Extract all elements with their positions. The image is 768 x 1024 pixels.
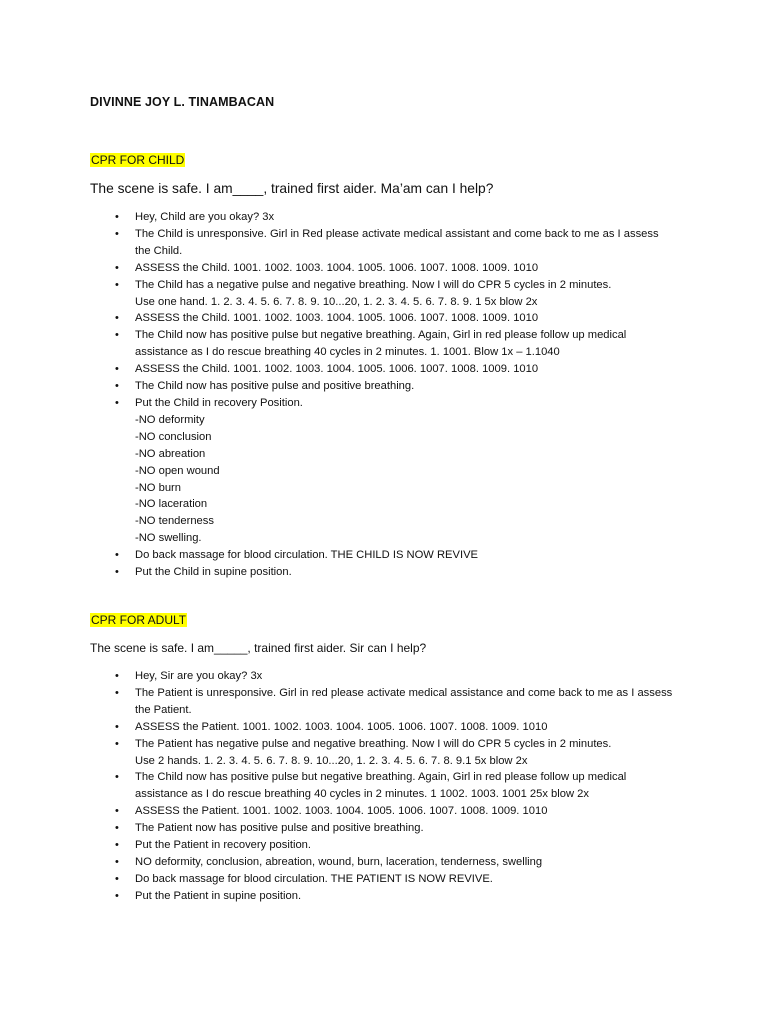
list-item — [115, 226, 705, 260]
list-item-line: Put the Patient in recovery position. — [135, 839, 311, 852]
list-item — [115, 736, 705, 770]
list-item — [115, 361, 705, 378]
bullet-icon: • — [115, 549, 119, 562]
list-item — [115, 209, 705, 226]
child-steps-list — [115, 209, 705, 581]
list-item-line: assistance as I do rescue breathing 40 cycles in 2 minutes. 1. 1001. Blow 1x – 1.1040 — [135, 346, 560, 359]
list-item — [115, 888, 705, 905]
list-item-line: -NO conclusion — [135, 430, 212, 443]
list-item — [115, 547, 705, 564]
list-item-line: ASSESS the Patient. 1001. 1002. 1003. 1004. 1005. 1006. 1007. 1008. 1009. 1010 — [135, 805, 548, 818]
list-item-line: The Child now has positive pulse but negative breathing. Again, Girl in red please follow up medical — [135, 771, 627, 784]
intro-adult: The scene is safe. I am_____, trained first aider. Sir can I help? — [90, 641, 427, 655]
author-name: DIVINNE JOY L. TINAMBACAN — [90, 95, 275, 109]
list-item-line: The Patient has negative pulse and negative breathing. Now I will do CPR 5 cycles in 2 minutes. — [135, 737, 612, 750]
bullet-icon: • — [115, 396, 119, 409]
list-item-line: Hey, Sir are you okay? 3x — [135, 670, 263, 682]
list-item-line: -NO burn — [135, 481, 182, 494]
bullet-icon: • — [115, 227, 119, 240]
bullet-icon: • — [115, 720, 119, 733]
bullet-icon: • — [115, 805, 119, 818]
list-item — [115, 820, 705, 837]
list-item-line: assistance as I do rescue breathing 40 cycles in 2 minutes. 1 1002. 1003. 1001 25x blow 2x — [135, 788, 589, 801]
list-item — [115, 871, 705, 888]
bullet-icon: • — [115, 686, 119, 699]
list-item-line: The Child now has positive pulse but negative breathing. Again, Girl in red please follow up medical — [135, 329, 627, 342]
bullet-icon: • — [115, 566, 119, 579]
bullet-icon: • — [115, 737, 119, 750]
list-item-line: -NO open wound — [135, 464, 220, 477]
list-item — [115, 685, 705, 719]
list-item — [115, 327, 705, 361]
list-item — [115, 803, 705, 820]
list-item-line: Do back massage for blood circulation. THE PATIENT IS NOW REVIVE. — [135, 872, 493, 885]
bullet-icon: • — [115, 329, 119, 342]
list-item — [115, 395, 705, 547]
list-item-line: Put the Child in supine position. — [135, 566, 292, 579]
list-item — [115, 378, 705, 395]
list-item-line: ASSESS the Child. 1001. 1002. 1003. 1004. 1005. 1006. 1007. 1008. 1009. 1010 — [135, 363, 539, 376]
list-item — [115, 668, 705, 685]
list-item-line: Put the Child in recovery Position. — [135, 396, 303, 409]
bullet-icon: • — [115, 261, 119, 274]
bullet-icon: • — [115, 312, 119, 325]
list-item-line: The Patient is unresponsive. Girl in red please activate medical assistance and come back to me as I assess — [135, 686, 673, 699]
list-item-line: The Child has a negative pulse and negative breathing. Now I will do CPR 5 cycles in 2 minutes. — [135, 278, 612, 291]
list-item-line: -NO abreation — [135, 447, 206, 460]
bullet-icon: • — [115, 380, 119, 393]
bullet-icon: • — [115, 278, 119, 291]
bullet-icon: • — [115, 363, 119, 376]
list-item-line: The Child is unresponsive. Girl in Red please activate medical assistant and come back to me as I assess — [135, 227, 659, 240]
list-item — [115, 837, 705, 854]
list-item-line: Do back massage for blood circulation. THE CHILD IS NOW REVIVE — [135, 549, 478, 562]
list-item — [115, 719, 705, 736]
intro-child: The scene is safe. I am____, trained first aider. Ma’am can I help? — [90, 181, 494, 196]
section-title-child-highlight: CPR FOR CHILD — [91, 153, 185, 167]
adult-steps-list — [115, 668, 705, 905]
bullet-icon: • — [115, 889, 119, 902]
list-item-line: Use 2 hands. 1. 2. 3. 4. 5. 6. 7. 8. 9. 10...20, 1. 2. 3. 4. 5. 6. 7. 8. 9.1 5x blow 2x — [135, 754, 528, 767]
list-item-line: Hey, Child are you okay? 3x — [135, 211, 275, 223]
list-item-line: The Child now has positive pulse and positive breathing. — [135, 380, 415, 393]
list-item-line: The Patient now has positive pulse and positive breathing. — [135, 822, 424, 835]
section-title-adult-highlight: CPR FOR ADULT — [91, 613, 187, 627]
list-item-line: Use one hand. 1. 2. 3. 4. 5. 6. 7. 8. 9. 10...20, 1. 2. 3. 4. 5. 6. 7. 8. 9. 1 5x blow 2x — [135, 295, 538, 308]
bullet-icon: • — [115, 211, 119, 223]
list-item-line: -NO tenderness — [135, 515, 214, 528]
list-item-line: the Patient. — [135, 703, 192, 716]
list-item-line: NO deformity, conclusion, abreation, wound, burn, laceration, tenderness, swelling — [135, 855, 543, 868]
bullet-icon: • — [115, 771, 119, 784]
list-item-line: -NO laceration — [135, 498, 208, 511]
bullet-icon: • — [115, 839, 119, 852]
section-title-child — [90, 153, 185, 168]
list-item-line: -NO deformity — [135, 413, 205, 426]
bullet-icon: • — [115, 670, 119, 682]
list-item — [115, 310, 705, 327]
list-item-line: Put the Patient in supine position. — [135, 889, 302, 902]
list-item — [115, 769, 705, 803]
list-item-line: the Child. — [135, 244, 183, 257]
list-item-line: ASSESS the Child. 1001. 1002. 1003. 1004. 1005. 1006. 1007. 1008. 1009. 1010 — [135, 312, 539, 325]
list-item-line: -NO swelling. — [135, 532, 202, 545]
list-item — [115, 277, 705, 311]
section-title-adult — [90, 613, 187, 628]
list-item-line: ASSESS the Child. 1001. 1002. 1003. 1004. 1005. 1006. 1007. 1008. 1009. 1010 — [135, 261, 539, 274]
list-item — [115, 260, 705, 277]
bullet-icon: • — [115, 822, 119, 835]
list-item — [115, 564, 705, 581]
bullet-icon: • — [115, 855, 119, 868]
list-item-line: ASSESS the Patient. 1001. 1002. 1003. 1004. 1005. 1006. 1007. 1008. 1009. 1010 — [135, 720, 548, 733]
list-item — [115, 854, 705, 871]
bullet-icon: • — [115, 872, 119, 885]
